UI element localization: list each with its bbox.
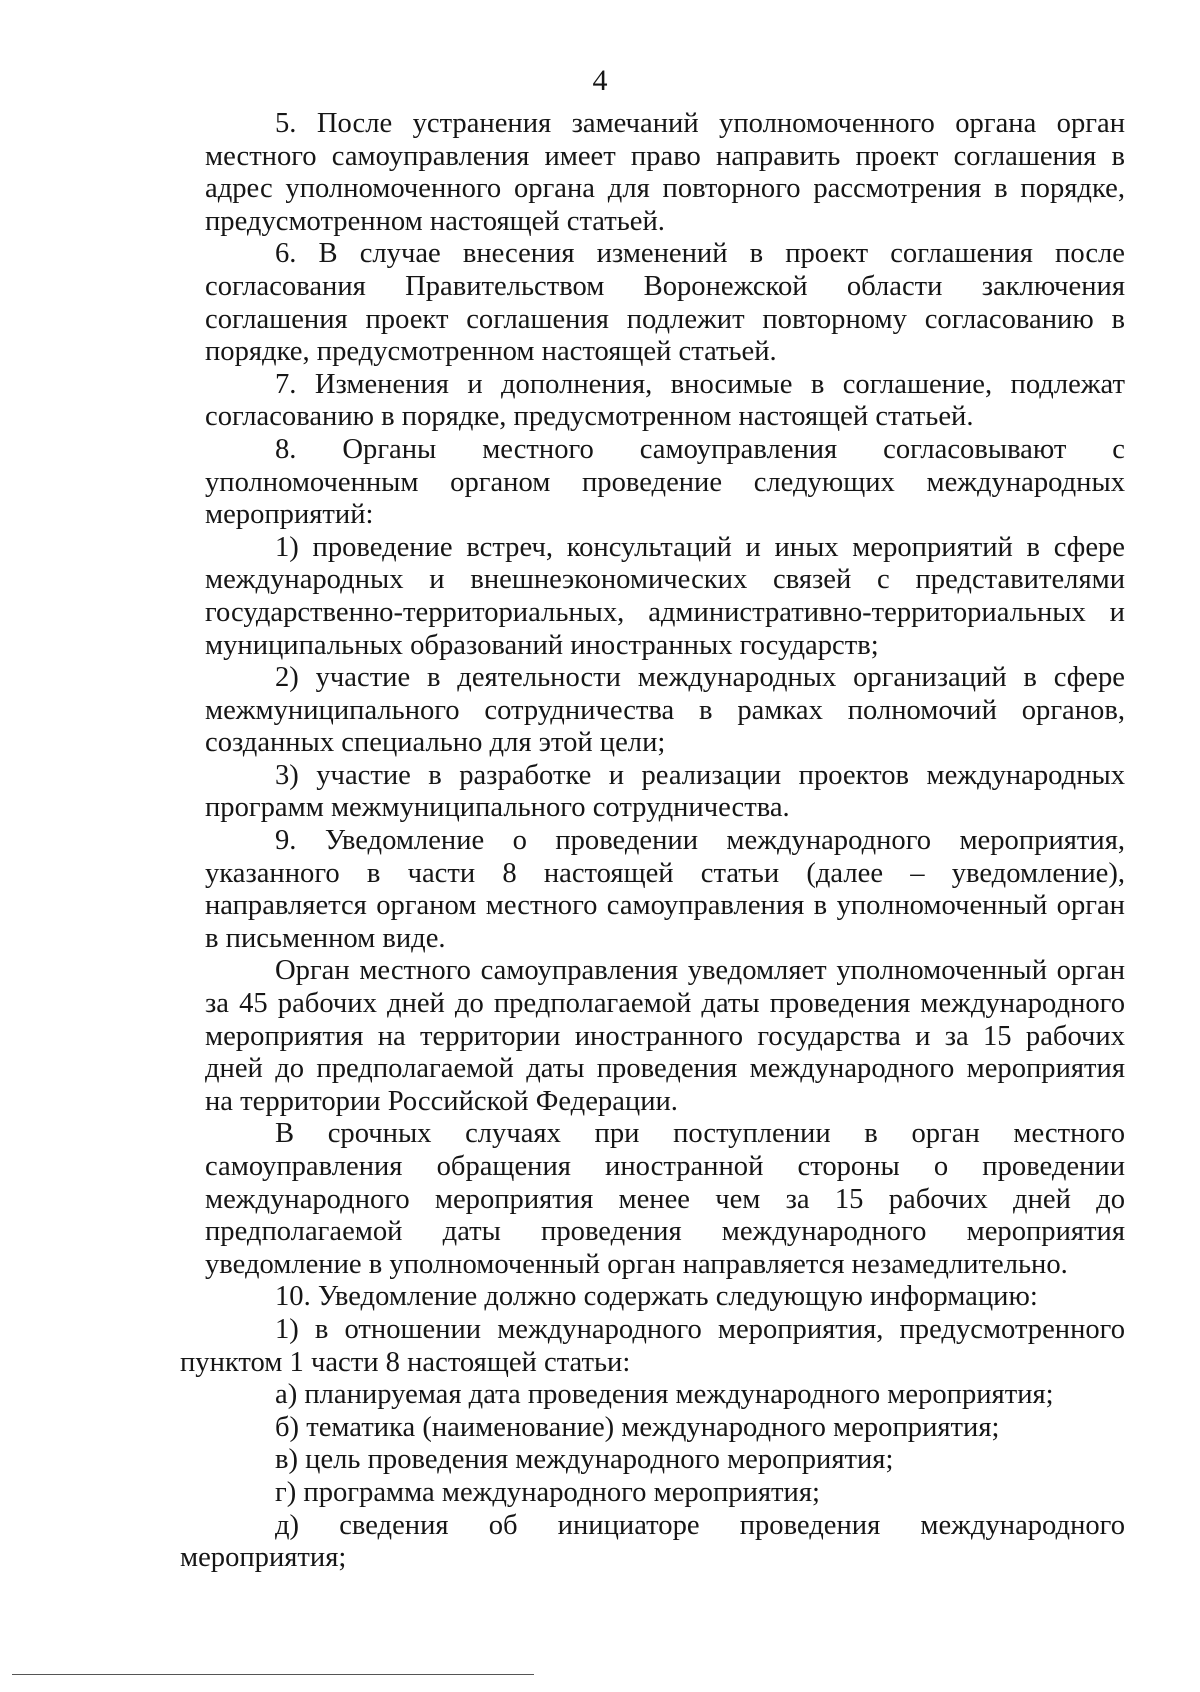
bottom-rule [12,1674,534,1675]
paragraph-10-subitem-b: б) тематика (наименование) международного мероприятия; [275,1411,1000,1443]
document-body [180,108,1125,1575]
paragraph-8-item-1: 1) проведение встреч, консультаций и иных мероприятий в сфере международных и внешнеэкономических связей с представителями государственно-территориальных, административно-территориальных и муниципальных образований иностранных государств; [205,531,1125,661]
paragraph-8-item-3: 3) участие в разработке и реализации проектов международных программ межмуниципального сотрудничества. [205,759,1125,824]
paragraph-10-subitem-d: д) сведения об инициаторе проведения международного мероприятия; [180,1509,1125,1574]
paragraph-10-item-1: 1) в отношении международного мероприятия, предусмотренного пунктом 1 части 8 настоящей статьи: [180,1313,1125,1378]
paragraph-10-subitem-a: а) планируемая дата проведения международного мероприятия; [275,1379,1054,1411]
paragraph-9-urgent: В срочных случаях при поступлении в орган местного самоуправления обращения иностранной стороны о проведении международного мероприятия менее чем за 15 рабочих дней до предполагаемой даты проведения международного мероприятия уведомление в уполномоченный орган направляется незамедлительно. [205,1118,1125,1280]
paragraph-9-deadlines: Орган местного самоуправления уведомляет уполномоченный орган за 45 рабочих дней до предполагаемой даты проведения международного мероприятия на территории иностранного государства и за 15 рабочих дней до предполагаемой даты проведения международного мероприятия на территории Российской Федерации. [205,955,1125,1117]
paragraph-6: 6. В случае внесения изменений в проект соглашения после согласования Правительством Воронежской области заключения соглашения проект соглашения подлежит повторному согласованию в порядке, предусмотренном настоящей статьей. [205,238,1125,368]
paragraph-8: 8. Органы местного самоуправления согласовывают с уполномоченным органом проведение следующих международных мероприятий: [205,433,1125,531]
paragraph-7: 7. Изменения и дополнения, вносимые в соглашение, подлежат согласованию в порядке, предусмотренном настоящей статьей. [205,368,1125,433]
paragraph-5: 5. После устранения замечаний уполномоченного органа орган местного самоуправления имеет право направить проект соглашения в адрес уполномоченного органа для повторного рассмотрения в порядке, предусмотренном настоящей статьей. [205,108,1125,237]
paragraph-10-subitem-g: г) программа международного мероприятия; [275,1476,820,1508]
paragraph-8-item-2: 2) участие в деятельности международных организаций в сфере межмуниципального сотрудничества в рамках полномочий органов, созданных специально для этой цели; [205,662,1125,759]
paragraph-9: 9. Уведомление о проведении международного мероприятия, указанного в части 8 настоящей статьи (далее – уведомление), направляется органом местного самоуправления в уполномоченный орган в письменном виде. [205,825,1125,954]
page-number: 4 [592,64,608,97]
paragraph-10-subitem-v: в) цель проведения международного мероприятия; [275,1444,894,1476]
paragraph-10: 10. Уведомление должно содержать следующую информацию: [275,1281,1038,1313]
